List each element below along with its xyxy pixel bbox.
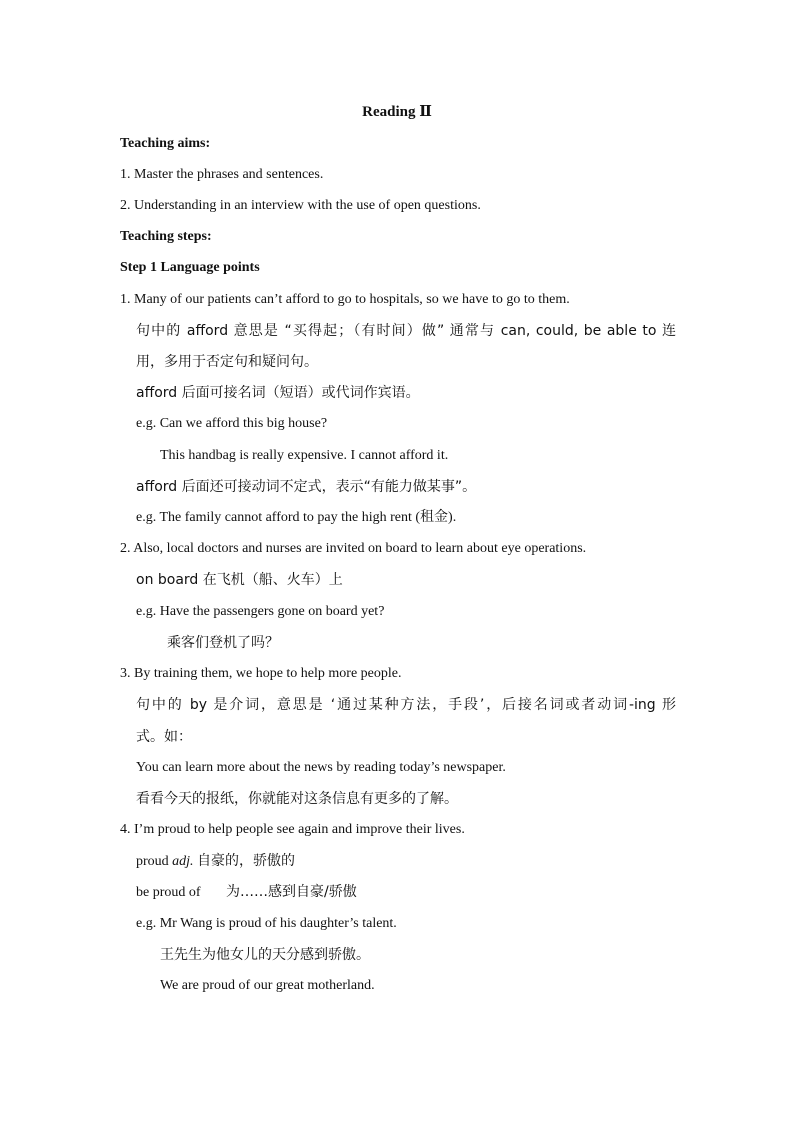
point1-explanation-line1: 句中的 afford 意思是 “买得起；（有时间）做” 通常与 can, could, be able to 连 [136, 323, 676, 339]
point4-sentence: 4. I’m proud to help people see again and improve their lives. [120, 822, 465, 837]
steps-heading: Teaching steps: [120, 229, 212, 244]
point4-word-entry [136, 851, 295, 872]
point1-example1: e.g. Can we afford this big house? [136, 416, 328, 431]
point1-note1: afford 后面可接名词（短语）或代词作宾语。 [136, 385, 420, 401]
point2-sentence: 2. Also, local doctors and nurses are invited on board to learn about eye operations. [120, 541, 587, 556]
point2-example-translation: 乘客们登机了吗？ [167, 635, 279, 651]
point3-explanation-line1: 句中的 by 是介词，意思是 ‘通过某种方法，手段’，后接名词或者动词-ing 形 [136, 697, 676, 713]
point1-example1b: This handbag is really expensive. I cannot afford it. [160, 448, 449, 463]
point1-example2: e.g. The family cannot afford to pay the high rent (租金). [136, 510, 457, 525]
point3-sentence: 3. By training them, we hope to help more people. [120, 666, 402, 681]
point4-example2: We are proud of our great motherland. [160, 978, 375, 993]
point3-example: You can learn more about the news by reading today’s newspaper. [136, 760, 506, 775]
point4-part-of-speech: adj. [172, 854, 194, 869]
point4-word: proud [136, 854, 169, 869]
point3-explanation-line2: 式。如： [136, 729, 192, 745]
point1-sentence: 1. Many of our patients can’t afford to go to hospitals, so we have to go to them. [120, 292, 570, 307]
page-title: Reading Ⅱ [362, 104, 432, 120]
aims-heading: Teaching aims: [120, 136, 211, 151]
point4-example-translation: 王先生为他女儿的天分感到骄傲。 [160, 947, 370, 963]
point1-explanation-line2: 用，多用于否定句和疑问句。 [136, 354, 318, 370]
point4-phrase-entry [136, 882, 357, 903]
point1-note2: afford 后面还可接动词不定式，表示“有能力做某事”。 [136, 479, 477, 495]
point4-phrase: be proud of [136, 885, 201, 900]
point2-example: e.g. Have the passengers gone on board yet? [136, 604, 385, 619]
point2-note: on board 在飞机（船、火车）上 [136, 572, 343, 588]
aim-item: 1. Master the phrases and sentences. [120, 167, 324, 182]
point4-example: e.g. Mr Wang is proud of his daughter’s talent. [136, 916, 397, 931]
point4-meaning: 自豪的，骄傲的 [197, 853, 296, 869]
point4-phrase-meaning: 为……感到自豪/骄傲 [226, 884, 357, 900]
aim-item: 2. Understanding in an interview with the use of open questions. [120, 198, 481, 213]
point3-example-translation: 看看今天的报纸，你就能对这条信息有更多的了解。 [136, 791, 458, 807]
step1-heading: Step 1 Language points [120, 260, 260, 275]
